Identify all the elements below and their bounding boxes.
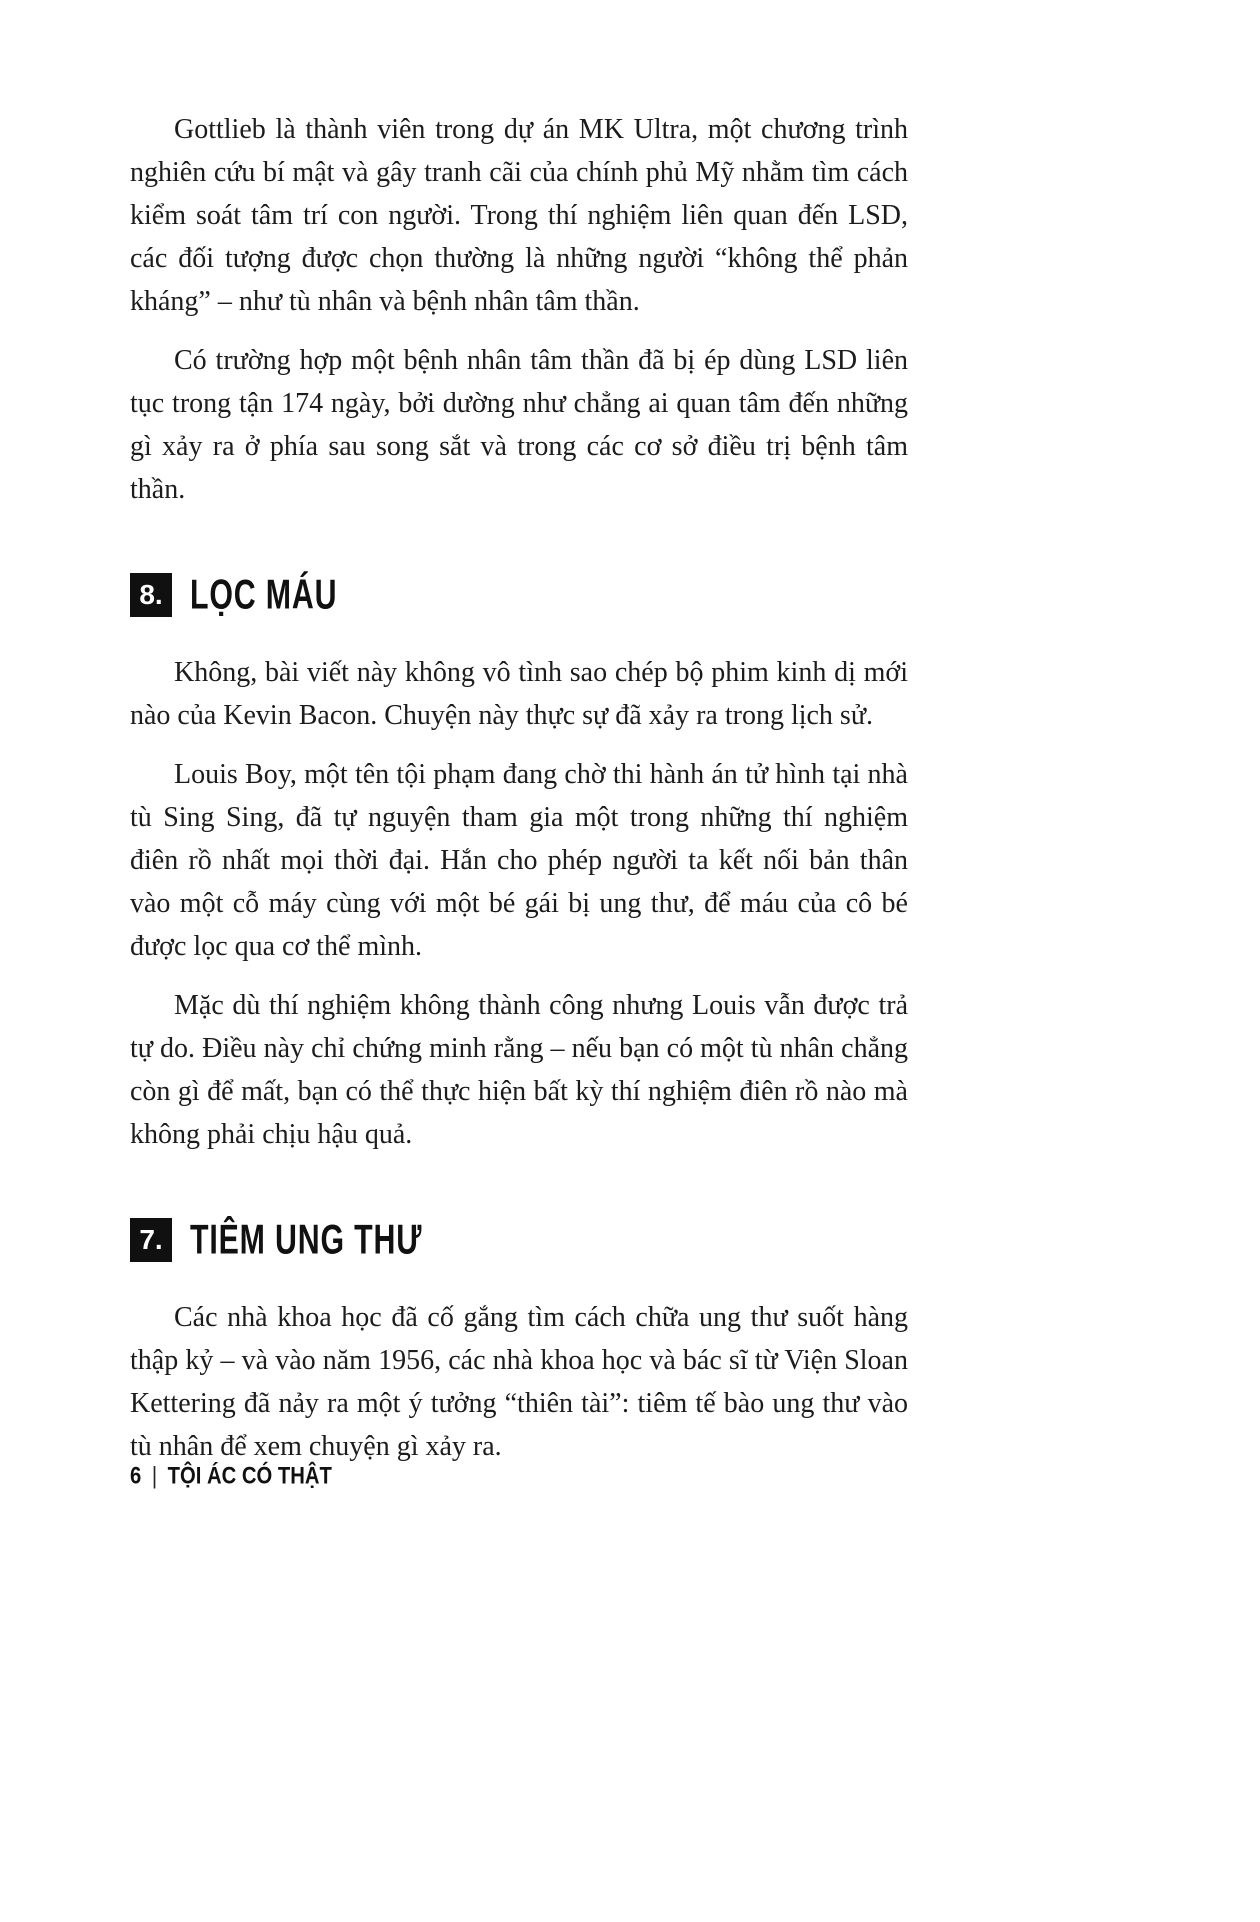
section-number-badge: 8.	[130, 573, 172, 617]
section-heading	[130, 573, 908, 617]
paragraph: Louis Boy, một tên tội phạm đang chờ thi hành án tử hình tại nhà tù Sing Sing, đã tự nguyện tham gia một trong những thí nghiệm điên rồ nhất mọi thời đại. Hắn cho phép người ta kết nối bản thân vào một cỗ máy cùng với một bé gái bị ung thư, để máu của cô bé được lọc qua cơ thể mình.	[130, 759, 908, 962]
section-heading	[130, 1218, 908, 1262]
paragraph: Các nhà khoa học đã cố gắng tìm cách chữa ung thư suốt hàng thập kỷ – và vào năm 1956, các nhà khoa học và bác sĩ từ Viện Sloan Kettering đã nảy ra một ý tưởng “thiên tài”: tiêm tế bào ung thư vào tù nhân để xem chuyện gì xảy ra.	[130, 1302, 908, 1462]
page-number: 6	[130, 1461, 142, 1489]
section-title: TIÊM UNG THƯ	[190, 1216, 423, 1263]
footer-separator: |	[151, 1461, 158, 1489]
section-number-badge: 7.	[130, 1218, 172, 1262]
paragraph: Gottlieb là thành viên trong dự án MK Ultra, một chương trình nghiên cứu bí mật và gây tranh cãi của chính phủ Mỹ nhằm tìm cách kiểm soát tâm trí con người. Trong thí nghiệm liên quan đến LSD, các đối tượng được chọn thường là những người “không thể phản kháng” – như tù nhân và bệnh nhân tâm thần.	[130, 114, 908, 317]
book-title: TỘI ÁC CÓ THẬT	[167, 1461, 332, 1489]
page-footer	[130, 1461, 332, 1489]
paragraph: Có trường hợp một bệnh nhân tâm thần đã bị ép dùng LSD liên tục trong tận 174 ngày, bởi dường như chẳng ai quan tâm đến những gì xảy ra ở phía sau song sắt và trong các cơ sở điều trị bệnh tâm thần.	[130, 345, 908, 505]
page-content	[130, 108, 908, 1484]
paragraph: Không, bài viết này không vô tình sao chép bộ phim kinh dị mới nào của Kevin Bacon. Chuyện này thực sự đã xảy ra trong lịch sử.	[130, 657, 908, 731]
paragraph: Mặc dù thí nghiệm không thành công nhưng Louis vẫn được trả tự do. Điều này chỉ chứng minh rằng – nếu bạn có một tù nhân chẳng còn gì để mất, bạn có thể thực hiện bất kỳ thí nghiệm điên rồ nào mà không phải chịu hậu quả.	[130, 990, 908, 1150]
section-title: LỌC MÁU	[190, 571, 338, 618]
